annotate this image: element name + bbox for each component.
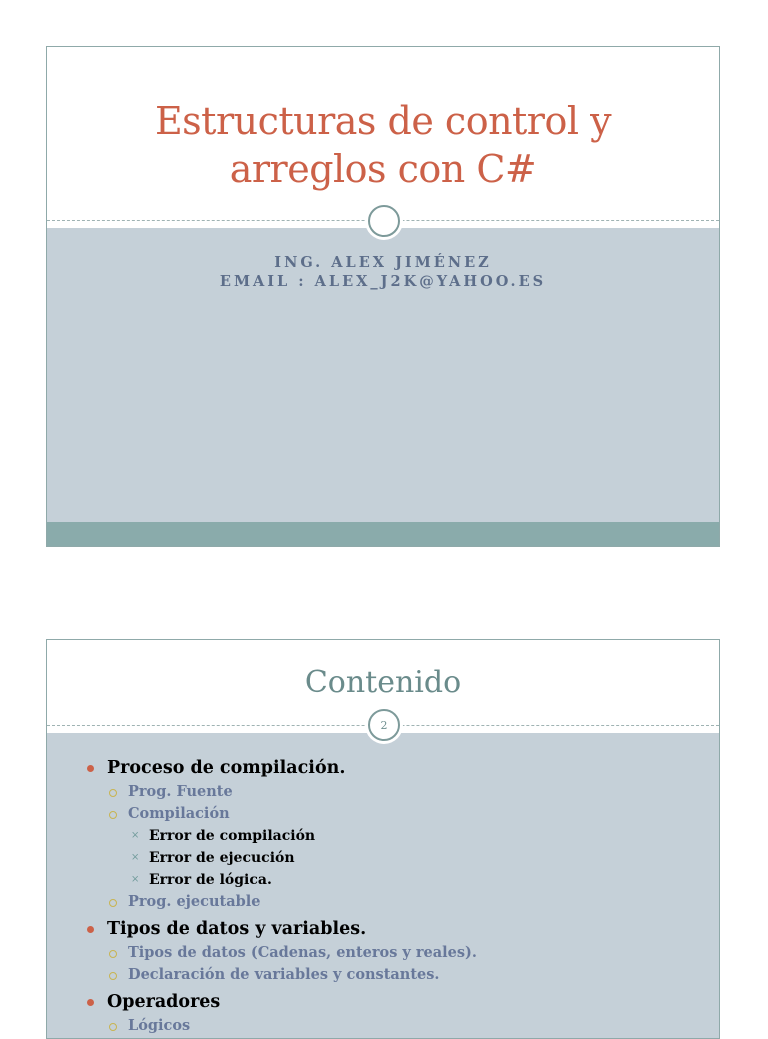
outline-item-level-3 bbox=[87, 847, 699, 869]
outline-item-text: Error de compilación bbox=[149, 828, 316, 844]
bullet-ring-icon bbox=[109, 789, 117, 797]
slide-1-title bbox=[47, 97, 719, 193]
bullet-ring-icon bbox=[109, 811, 117, 819]
outline-item-level-2 bbox=[87, 964, 699, 986]
outline-item-level-2 bbox=[87, 942, 699, 964]
slide-1-title-area bbox=[47, 47, 719, 228]
author-name: ING. ALEX JIMÉNEZ bbox=[274, 254, 492, 271]
bullet-ring-icon bbox=[109, 972, 117, 980]
title-line-2: arreglos con C# bbox=[229, 147, 537, 191]
page-number-badge: 2 bbox=[365, 706, 403, 744]
outline-item-text: Error de lógica. bbox=[149, 872, 272, 888]
bullet-dot-icon bbox=[87, 999, 94, 1006]
circle-ornament-icon bbox=[365, 202, 403, 240]
slide-1 bbox=[46, 46, 720, 547]
outline-item-text: Error de ejecución bbox=[149, 850, 295, 866]
bullet-dot-icon bbox=[87, 926, 94, 933]
outline-item-level-2 bbox=[87, 891, 699, 913]
outline-item-text: Lógicos bbox=[128, 1017, 191, 1034]
outline-item-level-1 bbox=[87, 755, 699, 781]
outline-item-level-2 bbox=[87, 1015, 699, 1037]
slide-1-subtitle bbox=[47, 253, 719, 291]
outline-item-text: Proceso de compilación. bbox=[107, 758, 346, 778]
slide-footer-bar bbox=[47, 522, 719, 546]
author-email: EMAIL : ALEX_J2K@YAHOO.ES bbox=[219, 273, 547, 290]
outline-item-text: Declaración de variables y constantes. bbox=[128, 966, 440, 983]
outline-item-level-2 bbox=[87, 781, 699, 803]
bullet-cross-icon: × bbox=[131, 830, 140, 841]
bullet-cross-icon: × bbox=[131, 874, 140, 885]
slide-2-title: Contenido bbox=[304, 665, 462, 700]
outline-item-text: Tipos de datos (Cadenas, enteros y reales). bbox=[128, 944, 477, 961]
outline-item-text: Prog. Fuente bbox=[128, 783, 233, 800]
bullet-ring-icon bbox=[109, 950, 117, 958]
bullet-dot-icon bbox=[87, 765, 94, 772]
bullet-ring-icon bbox=[109, 899, 117, 907]
outline-item-level-2 bbox=[87, 803, 699, 825]
content-outline bbox=[87, 752, 699, 1037]
outline-item-text: Compilación bbox=[128, 805, 230, 822]
outline-item-level-3 bbox=[87, 869, 699, 891]
outline-item-text: Prog. ejecutable bbox=[128, 893, 261, 910]
outline-item-level-3 bbox=[87, 825, 699, 847]
bullet-cross-icon: × bbox=[131, 852, 140, 863]
bullet-ring-icon bbox=[109, 1023, 117, 1031]
outline-item-text: Tipos de datos y variables. bbox=[107, 919, 367, 939]
slide-2 bbox=[46, 639, 720, 1039]
outline-item-text: Operadores bbox=[107, 992, 221, 1012]
outline-item-level-1 bbox=[87, 916, 699, 942]
title-line-1: Estructuras de control y bbox=[154, 99, 612, 143]
outline-item-level-1 bbox=[87, 989, 699, 1015]
